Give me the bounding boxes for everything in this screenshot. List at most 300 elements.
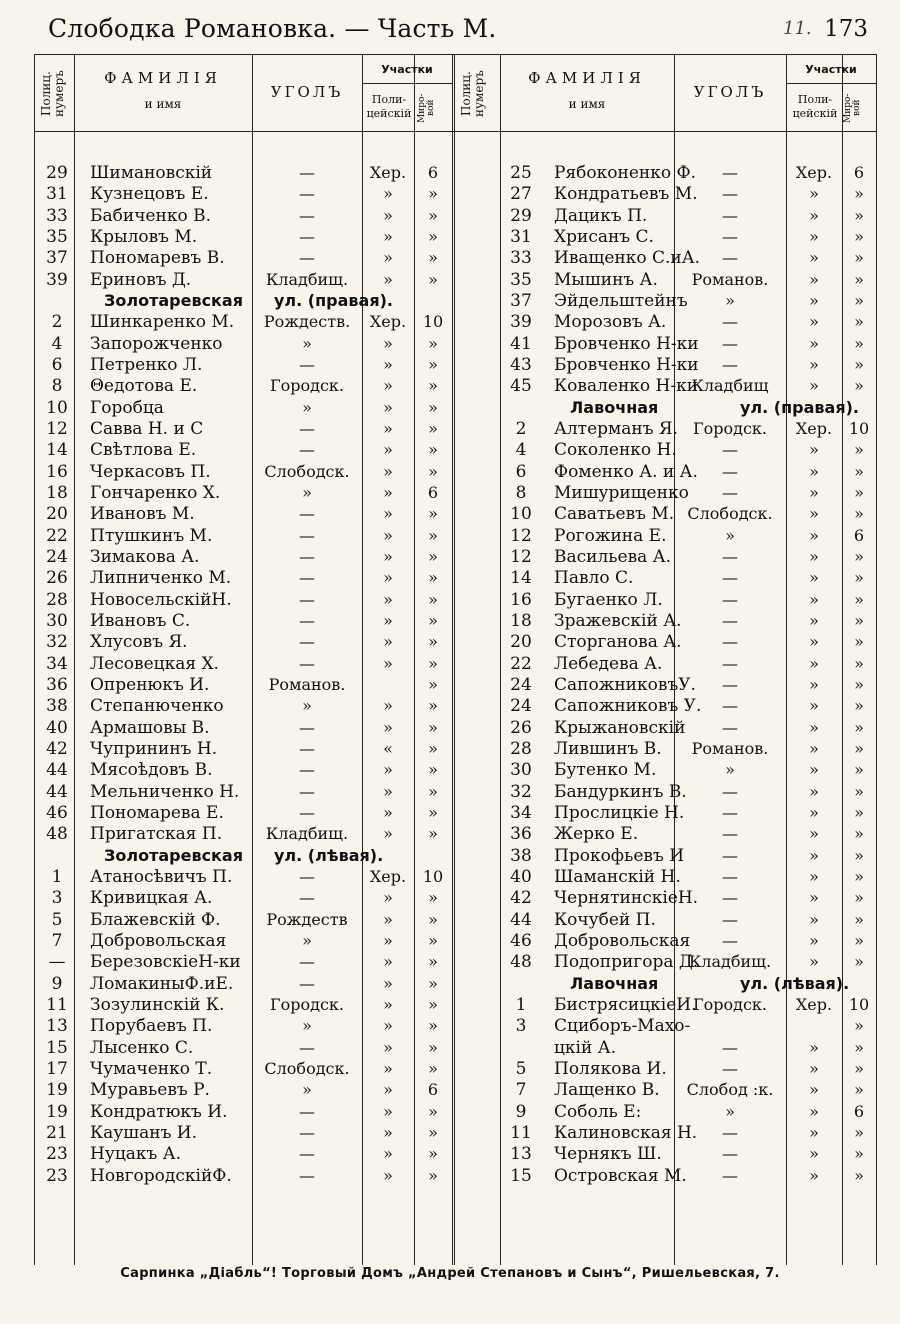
house-number: 35 (510, 269, 532, 290)
street-heading-suffix: ул. (правая). (274, 290, 393, 310)
magistrate-district: » (854, 461, 864, 481)
house-number: 16 (46, 461, 68, 482)
table-row (34, 184, 452, 205)
magistrate-district: 6 (427, 1080, 439, 1100)
header-surname: ФАМИЛІЯ (528, 69, 646, 87)
resident-name: Ивановъ М. (90, 504, 195, 525)
resident-name: Фоменко А. и А. (554, 461, 698, 482)
resident-name: Васильева А. (554, 546, 671, 567)
resident-name: Лысенко С. (90, 1037, 194, 1058)
corner-street: Городск. (693, 418, 767, 438)
corner-street: — (722, 248, 738, 268)
house-number: 33 (510, 248, 532, 269)
resident-name: Сциборъ-Махо- (554, 1016, 691, 1037)
resident-name: Черкасовъ П. (90, 461, 211, 482)
resident-name: Птушкинъ М. (90, 525, 213, 546)
police-district: » (383, 1122, 393, 1142)
resident-name: Шаманскій Н. (554, 866, 681, 887)
magistrate-district: » (854, 930, 864, 950)
header-corner: УГОЛЪ (693, 83, 767, 101)
resident-name: Шинкаренко М. (90, 312, 235, 333)
corner-street: — (722, 482, 738, 502)
table-row (34, 206, 452, 227)
police-district: » (809, 1122, 819, 1142)
table-row (454, 419, 876, 440)
resident-name: Кондратьевъ М. (554, 184, 698, 205)
police-district: » (383, 1080, 393, 1100)
resident-name: Атаносѣвичъ П. (90, 866, 233, 887)
magistrate-district: 6 (427, 482, 439, 502)
resident-name: Саватьевъ М. (554, 504, 675, 525)
magistrate-district: » (854, 824, 864, 844)
house-number: 6 (51, 354, 63, 375)
corner-street: — (299, 1165, 315, 1185)
table-row (454, 782, 876, 803)
resident-name: Опренюкъ И. (90, 674, 210, 695)
resident-name: Кочубей П. (554, 909, 656, 930)
table-row (34, 611, 452, 632)
table-row (454, 1038, 876, 1059)
corner-street: — (299, 1037, 315, 1057)
magistrate-district: » (854, 290, 864, 310)
police-district: » (809, 1144, 819, 1164)
corner-street: — (299, 738, 315, 758)
house-number: 32 (46, 632, 68, 653)
table-row (34, 462, 452, 483)
magistrate-district: » (854, 546, 864, 566)
resident-name: Θедотова Е. (90, 376, 198, 397)
corner-street: — (722, 866, 738, 886)
table-row (454, 184, 876, 205)
police-district: » (383, 824, 393, 844)
house-number: 7 (51, 930, 63, 951)
magistrate-district: » (428, 354, 438, 374)
corner-street: Городск. (693, 994, 767, 1014)
police-district: « (383, 738, 393, 758)
resident-name: Пономаревъ В. (90, 248, 225, 269)
resident-name: Зимакова А. (90, 546, 200, 567)
page-title: Слободка Романовка. — Часть М. (48, 14, 497, 43)
magistrate-district: » (854, 802, 864, 822)
magistrate-district: » (428, 1165, 438, 1185)
corner-street: — (722, 205, 738, 225)
corner-street: — (722, 696, 738, 716)
magistrate-district: » (854, 909, 864, 929)
directory-table (34, 54, 877, 1265)
resident-name: Блажевскій Ф. (90, 909, 221, 930)
house-number: 45 (510, 376, 532, 397)
resident-name: Запорожченко (90, 333, 223, 354)
header-surname-sub: и имя (144, 97, 182, 111)
house-number: 39 (510, 312, 532, 333)
resident-name: Зражевскій А. (554, 610, 682, 631)
corner-street: » (725, 525, 735, 545)
magistrate-district: 10 (848, 418, 870, 438)
corner-street: — (722, 440, 738, 460)
corner-street: — (722, 1165, 738, 1185)
table-row (454, 824, 876, 845)
police-district: » (383, 909, 393, 929)
table-row (34, 398, 452, 419)
police-district: » (809, 376, 819, 396)
magistrate-district: » (854, 333, 864, 353)
table-row (34, 1080, 452, 1101)
house-number: 29 (46, 163, 68, 183)
table-row (34, 1059, 452, 1080)
table-row (454, 334, 876, 355)
house-number: 43 (510, 354, 532, 375)
house-number: 32 (510, 781, 532, 802)
police-district: » (383, 952, 393, 972)
police-district: » (809, 824, 819, 844)
table-row (454, 376, 876, 397)
corner-street: — (722, 1122, 738, 1142)
corner-street: — (299, 1144, 315, 1164)
resident-name: Добровольская (554, 930, 691, 951)
house-number: 20 (46, 504, 68, 525)
police-district: » (809, 226, 819, 246)
magistrate-district: » (854, 248, 864, 268)
house-number: 5 (51, 909, 63, 930)
police-district: » (383, 397, 393, 417)
corner-street: — (299, 888, 315, 908)
police-district: » (383, 696, 393, 716)
police-district: » (809, 546, 819, 566)
resident-name: Соколенко Н. (554, 440, 677, 461)
magistrate-district: » (428, 909, 438, 929)
police-district: » (383, 1144, 393, 1164)
corner-street: — (722, 632, 738, 652)
corner-street: — (299, 184, 315, 204)
table-row (34, 718, 452, 739)
house-number: 46 (46, 802, 68, 823)
resident-name: Подопригора Д. (554, 952, 699, 973)
police-district: » (809, 717, 819, 737)
police-district: » (383, 802, 393, 822)
police-district: » (383, 781, 393, 801)
corner-street: — (722, 653, 738, 673)
table-row (454, 846, 876, 867)
police-district: » (383, 973, 393, 993)
resident-name: Коваленко Н-ки (554, 376, 699, 397)
resident-name: Савва Н. и С (90, 418, 204, 439)
magistrate-district: » (428, 1016, 438, 1036)
magistrate-district: » (854, 440, 864, 460)
house-number: 11 (46, 994, 68, 1015)
magistrate-district: » (854, 1144, 864, 1164)
house-number: 26 (46, 568, 68, 589)
house-number: 27 (510, 184, 532, 205)
police-district: » (383, 930, 393, 950)
police-district: » (809, 568, 819, 588)
resident-name: Каушанъ И. (90, 1122, 198, 1143)
magistrate-district: » (428, 738, 438, 758)
table-row (454, 718, 876, 739)
house-number: 44 (510, 909, 532, 930)
corner-street: — (299, 1101, 315, 1121)
resident-name: Лебедева А. (554, 653, 663, 674)
resident-name: Чернякъ Ш. (554, 1144, 662, 1165)
table-row (34, 739, 452, 760)
house-number: 10 (46, 397, 68, 418)
magistrate-district: » (428, 1144, 438, 1164)
police-district: » (809, 312, 819, 332)
house-number: 9 (515, 1101, 527, 1122)
resident-name: Иващенко С.иА. (554, 248, 701, 269)
corner-street: Слобод :к. (686, 1080, 774, 1100)
house-number: 28 (46, 589, 68, 610)
corner-street: — (299, 1122, 315, 1142)
house-number: 24 (46, 546, 68, 567)
police-district: » (383, 589, 393, 609)
table-row (34, 782, 452, 803)
table-row (454, 291, 876, 312)
police-district: » (809, 482, 819, 502)
police-district: » (383, 1037, 393, 1057)
house-number: 36 (46, 674, 68, 695)
magistrate-district: » (428, 1101, 438, 1121)
corner-street: — (722, 930, 738, 950)
resident-name: БерезовскіеН-ки (90, 952, 241, 973)
house-number: 8 (51, 376, 63, 397)
corner-street: Романов. (691, 269, 769, 289)
police-district: » (383, 1165, 393, 1185)
corner-street: — (722, 610, 738, 630)
resident-name: Чумаченко Т. (90, 1058, 213, 1079)
resident-name: Дацикъ П. (554, 205, 648, 226)
house-number: 12 (510, 525, 532, 546)
corner-street: — (722, 845, 738, 865)
table-row (34, 270, 452, 291)
house-number: 25 (510, 163, 532, 183)
magistrate-district: » (428, 226, 438, 246)
street-heading: Золотаревская (104, 290, 243, 310)
police-district: » (809, 632, 819, 652)
resident-name: Степанюченко (90, 696, 224, 717)
street-heading: Лавочная (570, 973, 659, 993)
table-row (34, 1016, 452, 1037)
corner-street: — (299, 802, 315, 822)
corner-street: — (299, 610, 315, 630)
house-number: 37 (510, 290, 532, 311)
corner-street: — (299, 354, 315, 374)
table-row (454, 248, 876, 269)
police-district: » (383, 376, 393, 396)
house-number: 30 (46, 610, 68, 631)
table-row (34, 504, 452, 525)
magistrate-district: » (854, 376, 864, 396)
magistrate-district: » (854, 845, 864, 865)
table-row (454, 227, 876, 248)
corner-street: — (299, 205, 315, 225)
corner-street: — (299, 653, 315, 673)
table-row (34, 334, 452, 355)
house-number: 39 (46, 269, 68, 290)
table-row (34, 931, 452, 952)
police-district: » (809, 802, 819, 822)
resident-name: Пономарева Е. (90, 802, 224, 823)
police-district: » (809, 1058, 819, 1078)
resident-name: Кузнецовъ Е. (90, 184, 209, 205)
table-row (34, 227, 452, 248)
police-district: » (383, 184, 393, 204)
magistrate-district: » (854, 1122, 864, 1142)
house-number: 37 (46, 248, 68, 269)
magistrate-district: » (428, 674, 438, 694)
table-row (454, 995, 876, 1016)
house-number: 6 (515, 461, 527, 482)
house-number: 7 (515, 1080, 527, 1101)
resident-name: Сапожниковъ У. (554, 696, 702, 717)
table-row (34, 376, 452, 397)
resident-name: Полякова И. (554, 1058, 667, 1079)
corner-street: — (299, 546, 315, 566)
magistrate-district: » (854, 674, 864, 694)
resident-name: Сторганова А. (554, 632, 682, 653)
police-district: » (383, 994, 393, 1014)
corner-street: » (302, 397, 312, 417)
resident-name: Бутенко М. (554, 760, 657, 781)
police-district: » (809, 504, 819, 524)
house-number: 5 (515, 1058, 527, 1079)
police-district: Хер. (369, 163, 407, 182)
police-district: » (383, 632, 393, 652)
police-district: » (383, 568, 393, 588)
house-number: 21 (46, 1122, 68, 1143)
house-number: 3 (515, 1016, 527, 1037)
table-row (34, 1038, 452, 1059)
police-district: Хер. (795, 163, 833, 182)
resident-name: СапожниковъУ. (554, 674, 696, 695)
police-district: » (809, 461, 819, 481)
police-district: » (809, 1101, 819, 1121)
header-police: Поли-цейскій (792, 93, 838, 120)
table-row (454, 526, 876, 547)
corner-street: » (302, 1016, 312, 1036)
house-number: 15 (510, 1165, 532, 1186)
corner-street: Рождеств. (263, 312, 351, 332)
corner-street: — (299, 568, 315, 588)
corner-street: » (725, 290, 735, 310)
police-district: Хер. (795, 994, 833, 1014)
magistrate-district: » (854, 781, 864, 801)
magistrate-district: » (854, 589, 864, 609)
resident-name: Рогожина Е. (554, 525, 667, 546)
table-row (34, 867, 452, 888)
house-number: 4 (515, 440, 527, 461)
house-number: 22 (46, 525, 68, 546)
corner-street: — (299, 226, 315, 246)
house-number: 44 (46, 781, 68, 802)
table-row (454, 888, 876, 909)
footer-advertisement: Сарпинка „Діабль“! Торговый Домъ „Андрей Степановъ и Сынъ“, Ришельевская, 7. (120, 1266, 780, 1281)
resident-name: Шимановскій (90, 163, 213, 183)
resident-name: Калиновская Н. (554, 1122, 698, 1143)
house-number: 36 (510, 824, 532, 845)
corner-street: — (299, 440, 315, 460)
resident-name: ЧернятинскіеН. (554, 888, 699, 909)
corner-street: — (299, 866, 315, 886)
house-number: — (48, 952, 66, 973)
police-district: » (809, 696, 819, 716)
resident-name: Крыловъ М. (90, 226, 198, 247)
header-polic-num: Полиц. нумеръ (39, 70, 66, 118)
house-number: 41 (510, 333, 532, 354)
corner-street: — (299, 952, 315, 972)
magistrate-district: » (854, 482, 864, 502)
police-district: » (383, 888, 393, 908)
resident-name: БистрясицкіеИ. (554, 994, 697, 1015)
police-district: » (383, 440, 393, 460)
house-number: 1 (515, 994, 527, 1015)
house-number: 14 (46, 440, 68, 461)
table-row (34, 632, 452, 653)
police-district: » (809, 1037, 819, 1057)
magistrate-district: » (428, 184, 438, 204)
magistrate-district: » (428, 205, 438, 225)
table-row (454, 1080, 876, 1101)
header-districts: Участки (381, 63, 433, 76)
corner-street: — (299, 248, 315, 268)
house-number: 2 (51, 312, 63, 333)
house-number: 24 (510, 674, 532, 695)
corner-street: — (299, 163, 315, 182)
resident-name: Горобца (90, 397, 164, 418)
police-district: » (383, 354, 393, 374)
resident-name: Морозовъ А. (554, 312, 667, 333)
corner-street: Городск. (270, 376, 344, 396)
table-row (34, 675, 452, 696)
magistrate-district: » (428, 568, 438, 588)
magistrate-district: » (854, 269, 864, 289)
table-row (454, 760, 876, 781)
table-row (34, 440, 452, 461)
resident-name: Островская М. (554, 1165, 687, 1186)
table-row (454, 547, 876, 568)
house-number: 10 (510, 504, 532, 525)
magistrate-district: » (854, 568, 864, 588)
house-number: 17 (46, 1058, 68, 1079)
header-police: Поли-цейскій (366, 93, 412, 120)
police-district: » (809, 205, 819, 225)
house-number: 4 (51, 333, 63, 354)
corner-street: — (299, 632, 315, 652)
police-district: » (383, 482, 393, 502)
resident-name: Липниченко М. (90, 568, 232, 589)
table-row (454, 590, 876, 611)
police-district: » (383, 269, 393, 289)
house-number: 48 (46, 824, 68, 845)
police-district: » (809, 589, 819, 609)
resident-name: Порубаевъ П. (90, 1016, 213, 1037)
magistrate-district: 6 (853, 525, 865, 545)
magistrate-district: » (854, 205, 864, 225)
police-district: » (809, 184, 819, 204)
corner-street: — (299, 589, 315, 609)
house-number: 38 (46, 696, 68, 717)
house-number: 3 (51, 888, 63, 909)
corner-street: » (302, 333, 312, 353)
table-row (454, 675, 876, 696)
police-district: » (809, 738, 819, 758)
police-district: » (383, 653, 393, 673)
police-district: » (383, 226, 393, 246)
corner-street: » (302, 1080, 312, 1100)
street-heading-suffix: ул. (правая). (740, 397, 859, 417)
house-number: 44 (46, 760, 68, 781)
table-row (454, 355, 876, 376)
resident-name: Мышинъ А. (554, 269, 658, 290)
